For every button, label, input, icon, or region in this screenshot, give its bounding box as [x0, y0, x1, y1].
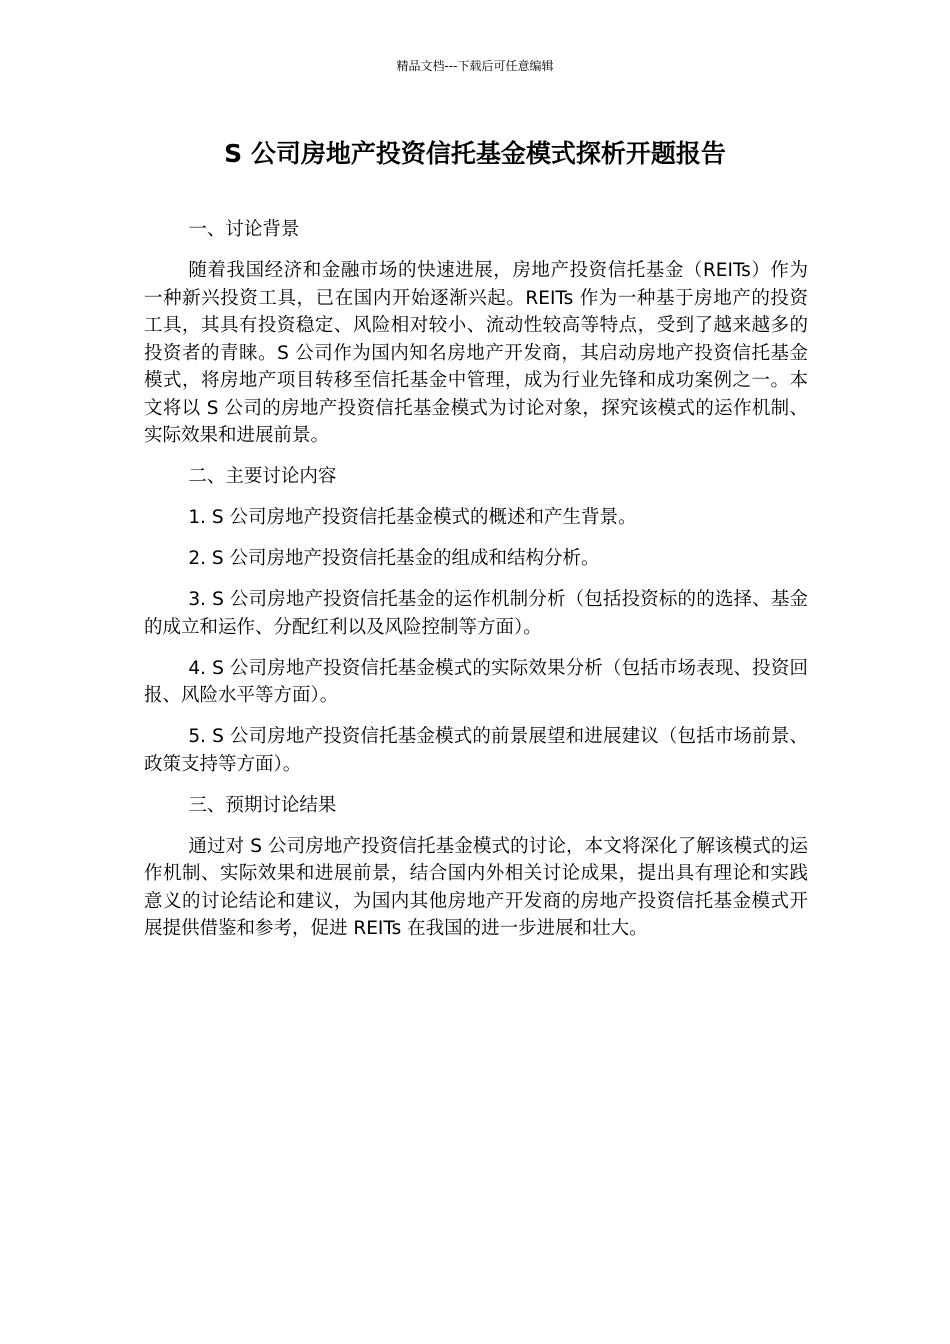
section-heading-background: 一、讨论背景	[188, 219, 300, 240]
paragraph-expected-results: 通过对 S 公司房地产投资信托基金模式的讨论，本文将深化了解该模式的运作机制、实际效果和进展前景，结合国内外相关讨论成果，提出具有理论和实践意义的讨论结论和建议，为国内其他房地产开发商的房地产投资信托基金模式开展提供借鉴和参考，促进 REITs 在我国的进一步进展和壮大。	[144, 835, 808, 939]
section-heading-expected-results: 三、预期讨论结果	[188, 794, 337, 816]
paragraph-background: 随着我国经济和金融市场的快速进展，房地产投资信托基金（REITs）作为一种新兴投资工具，已在国内开始逐渐兴起。REITs 作为一种基于房地产的投资工具，其具有投资稳定、风险相对较小、流动性较高等特点，受到了越来越多的投资者的青睐。S 公司作为国内知名房地产开发商，其启动房地产投资信托基金模式，将房地产项目转移至信托基金中管理，成为行业先锋和成功案例之一。本文将以 S 公司的房地产投资信托基金模式为讨论对象，探究该模式的运作机制、实际效果和进展前景。	[144, 260, 808, 446]
document-title: S 公司房地产投资信托基金模式探析开题报告	[224, 139, 726, 168]
list-item-5: 5. S 公司房地产投资信托基金模式的前景展望和进展建议（包括市场前景、政策支持等方面）。	[144, 726, 808, 775]
list-item-4: 4. S 公司房地产投资信托基金模式的实际效果分析（包括市场表现、投资回报、风险水平等方面）。	[144, 657, 808, 706]
list-item-1: 1. S 公司房地产投资信托基金模式的概述和产生背景。	[188, 507, 637, 528]
section-heading-main-content: 二、主要讨论内容	[188, 466, 337, 487]
list-item-2: 2. S 公司房地产投资信托基金的组成和结构分析。	[188, 548, 600, 569]
document-body	[144, 216, 808, 956]
list-item-3: 3. S 公司房地产投资信托基金的运作机制分析（包括投资标的的选择、基金的成立和运作、分配红利以及风险控制等方面）。	[144, 589, 808, 638]
page-header-note: 精品文档---下载后可任意编辑	[396, 59, 554, 73]
